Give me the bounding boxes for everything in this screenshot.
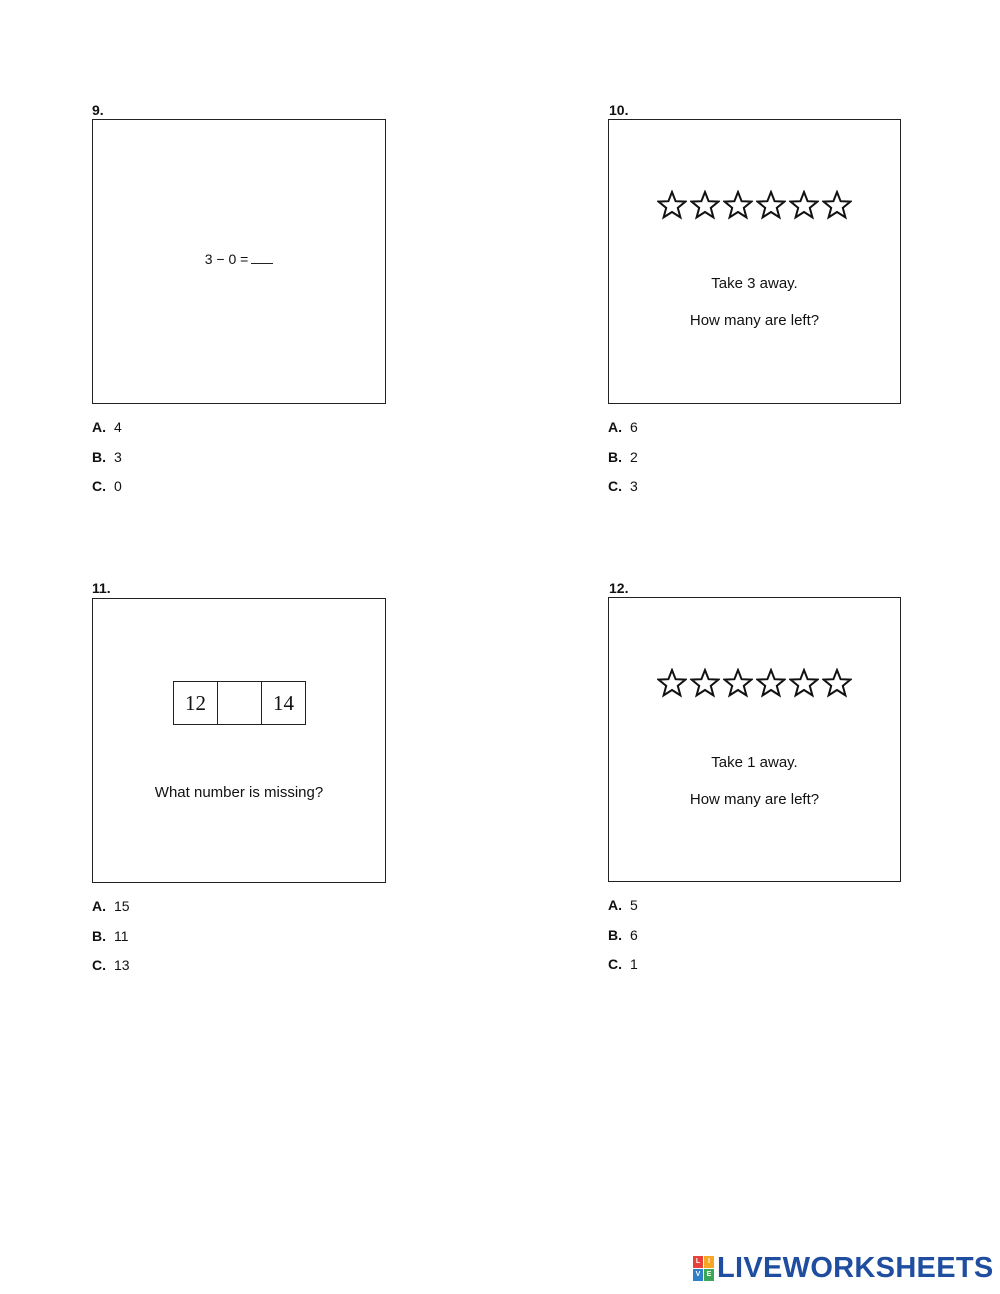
logo-mark-letter: E [704, 1269, 714, 1281]
question-9-box [92, 119, 386, 404]
question-number: 11. [92, 580, 111, 596]
answer-choices [608, 419, 638, 508]
answer-blank [251, 251, 273, 264]
question-text: How many are left? [689, 791, 820, 808]
star-outline-icon [657, 190, 687, 220]
logo-mark-icon [693, 1256, 714, 1281]
star-outline-icon [756, 668, 786, 698]
star-row [609, 190, 900, 222]
missing-number-cell [217, 682, 261, 724]
logo-text: LIVEWORKSHEETS [717, 1252, 994, 1284]
choice-b[interactable]: B. 3 [92, 448, 122, 465]
question-text: What number is missing? [154, 784, 324, 801]
number-sequence [173, 681, 306, 725]
answer-choices [92, 419, 122, 508]
equation: 3 − 0 = [93, 251, 385, 267]
choice-a[interactable]: A. 5 [608, 897, 638, 913]
logo-mark-letter: I [704, 1256, 714, 1268]
star-outline-icon [789, 668, 819, 698]
star-outline-icon [657, 668, 687, 698]
star-outline-icon [756, 190, 786, 220]
question-10-box [608, 119, 901, 404]
logo-mark-letter: L [693, 1256, 703, 1268]
sequence-cell: 14 [261, 682, 305, 724]
star-outline-icon [822, 668, 852, 698]
instruction-text: Take 3 away. [711, 275, 798, 292]
star-outline-icon [789, 190, 819, 220]
question-number: 9. [92, 102, 104, 118]
choice-b[interactable]: B. 2 [608, 448, 638, 465]
question-text: How many are left? [689, 312, 820, 329]
sequence-cell: 12 [185, 690, 206, 715]
question-11-box [92, 598, 386, 883]
choice-a[interactable]: A. 4 [92, 419, 122, 435]
choice-c[interactable]: C. 1 [608, 956, 638, 972]
choice-b[interactable]: B. 6 [608, 926, 638, 943]
question-number: 10. [609, 102, 629, 118]
question-12-box [608, 597, 901, 882]
logo-mark-letter: V [693, 1269, 703, 1281]
choice-c[interactable]: C. 3 [608, 478, 638, 494]
choice-c[interactable]: C. 13 [92, 957, 130, 973]
choice-c[interactable]: C. 0 [92, 478, 122, 494]
choice-b[interactable]: B. 11 [92, 927, 129, 944]
star-row [609, 668, 900, 700]
star-outline-icon [690, 190, 720, 220]
liveworksheets-logo [693, 1252, 994, 1285]
instruction-text: Take 1 away. [711, 754, 798, 771]
star-outline-icon [723, 668, 753, 698]
answer-choices [92, 898, 130, 987]
star-outline-icon [723, 190, 753, 220]
choice-a[interactable]: A. 15 [92, 898, 130, 914]
choice-a[interactable]: A. 6 [608, 419, 638, 435]
star-outline-icon [822, 190, 852, 220]
star-outline-icon [690, 668, 720, 698]
answer-choices [608, 897, 638, 986]
question-number: 12. [609, 580, 629, 596]
